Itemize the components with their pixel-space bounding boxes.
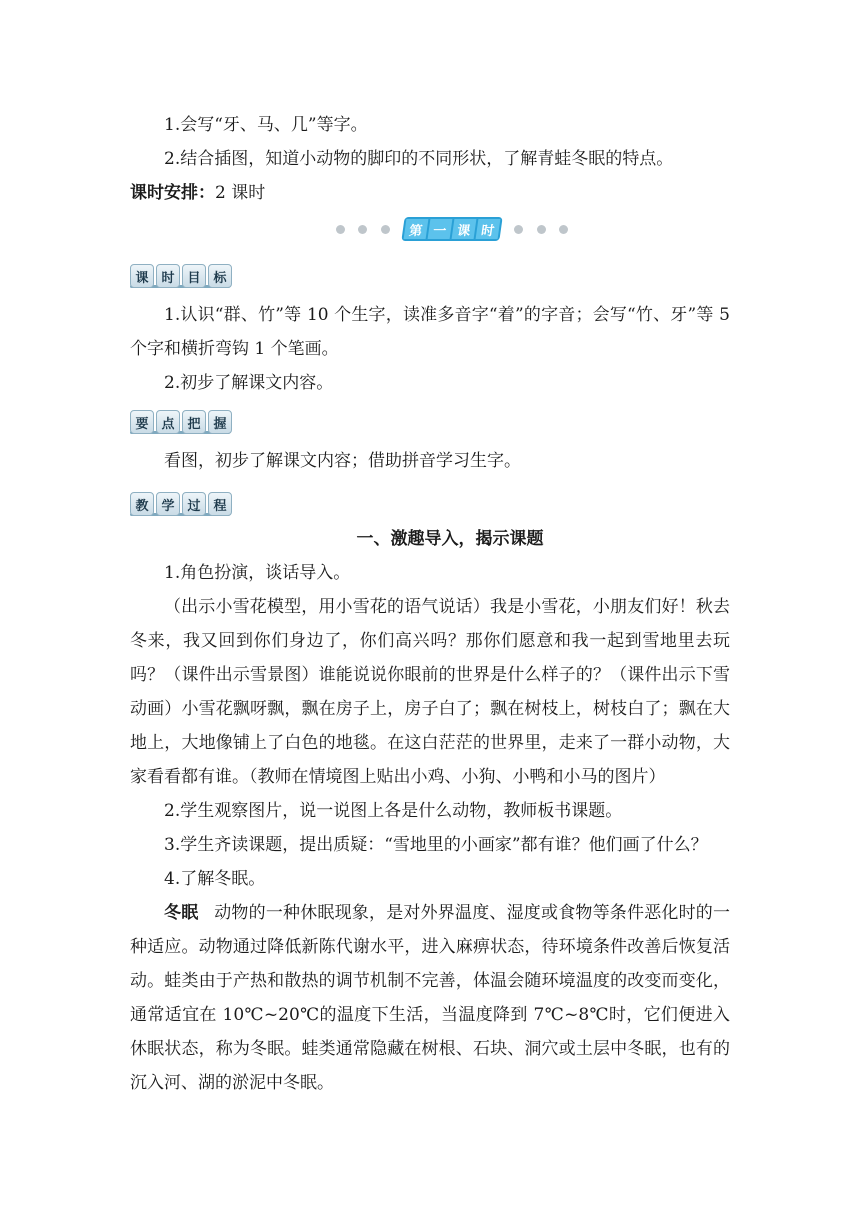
badge-char: 教 [130,492,154,516]
process-step-4: 4.了解冬眠。 [164,869,266,889]
schedule-label: 课时安排： [130,183,215,203]
badge-char: 点 [156,410,180,434]
definition-text: 动物的一种休眠现象，是对外界温度、湿度或食物等条件恶化时的一种适应。动物通过降低新陈代谢水平，进入麻痹状态，待环境条件改善后恢复活动。蛙类由于产热和散热的调节机制不完善，体温会随环境温度的改变而变化，通常适宜在 10℃~20℃的温度下生活，当温度降到 7℃~8℃时，它们便进入休眠状态，称为冬眠。蛙类通常隐藏在树根、石块、洞穴或土层中冬眠，也有的沉入河、湖的淤泥中冬眠。 [130,903,731,1093]
lesson-badge-char: 课 [452,219,477,239]
divider-dot [336,225,345,234]
objective-item-2: 2.结合插图，知道小动物的脚印的不同形状，了解青蛙冬眠的特点。 [164,149,674,169]
process-narrative: （出示小雪花模型，用小雪花的语气说话）我是小雪花，小朋友们好！秋去冬来，我又回到你们身边了，你们高兴吗？那你们愿意和我一起到雪地里去玩吗？（课件出示雪景图）谁能说说你眼前的世界是什么样子的？（课件出示下雪动画）小雪花飘呀飘，飘在房子上，房子白了；飘在树枝上，树枝白了；飘在大地上，大地像铺上了白色的地毯。在这白茫茫的世界里，走来了一群小动物，大家看看都有谁。（教师在情境图上贴出小鸡、小狗、小鸭和小马的图片） [130,597,730,787]
hibernation-definition [130,896,730,1100]
badge-char: 把 [182,410,206,434]
lesson-badge-char: 一 [428,219,453,239]
key-points-text: 看图，初步了解课文内容；借助拼音学习生字。 [164,451,521,471]
section-badge-goals [130,258,232,288]
goal-item-2: 2.初步了解课文内容。 [164,373,334,393]
schedule-value: 2 课时 [215,183,266,203]
badge-char: 要 [130,410,154,434]
divider-dot [381,225,390,234]
goal-item-1: 1.认识“群、竹”等 10 个生字，读准多音字“着”的字音；会写“竹、牙”等 5 个字和横折弯钩 1 个笔画。 [130,305,730,359]
schedule-line [130,176,730,210]
badge-char: 课 [130,264,154,288]
section-badge-process [130,486,232,516]
process-step-3: 3.学生齐读课题，提出质疑：“雪地里的小画家”都有谁？他们画了什么？ [164,835,708,855]
badge-char: 时 [156,264,180,288]
objective-item-1: 1.会写“牙、马、几”等字。 [164,115,368,135]
process-step-2: 2.学生观察图片，说一说图上各是什么动物，教师板书课题。 [164,801,623,821]
divider-dot [537,225,546,234]
badge-char: 标 [208,264,232,288]
section-heading: 一、激趣导入，揭示课题 [356,529,544,549]
definition-term: 冬眠 [164,903,199,923]
badge-char: 过 [182,492,206,516]
lesson-badge-char: 第 [404,219,429,239]
divider-dot [514,225,523,234]
badge-char: 程 [208,492,232,516]
lesson-badge [401,217,502,241]
lesson-badge-char: 时 [476,219,501,239]
process-step-1: 1.角色扮演，谈话导入。 [164,563,351,583]
divider-dot [559,225,568,234]
badge-char: 握 [208,410,232,434]
badge-char: 目 [182,264,206,288]
badge-char: 学 [156,492,180,516]
divider-dot [358,225,367,234]
section-badge-key-points [130,404,232,434]
lesson-divider [336,214,568,244]
